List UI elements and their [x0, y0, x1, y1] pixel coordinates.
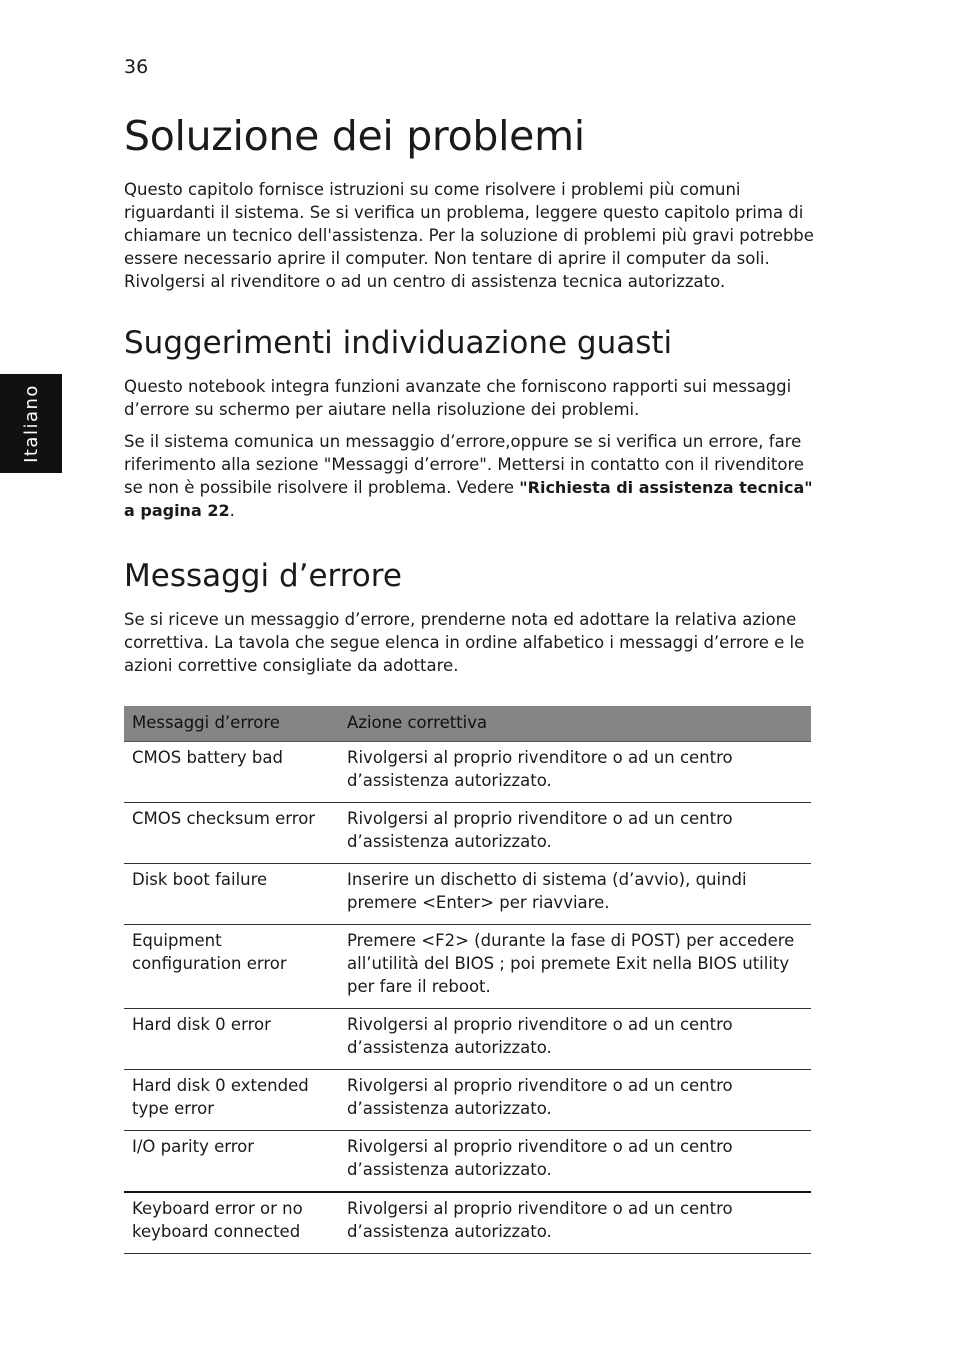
error-message-cell: Hard disk 0 error [124, 1009, 339, 1070]
enter-key-label: <Enter> [422, 893, 495, 912]
error-message-cell: Hard disk 0 extended type error [124, 1070, 339, 1131]
table-header-row [124, 706, 811, 742]
table-row [124, 925, 811, 1009]
error-message-cell: Keyboard error or no keyboard connected [124, 1192, 339, 1254]
troubleshooting-paragraph-2 [124, 430, 814, 522]
intro-paragraph: Questo capitolo fornisce istruzioni su come risolvere i problemi più comuni riguardanti il sistema. Se si verifica un problema, leggere questo capitolo prima di chiamare un tecnico dell'assistenza. Per la soluzione di problemi più gravi potrebbe essere necessario aprire il computer. Non tentare di aprire il computer da soli. Rivolgersi al rivenditore o ad un centro di assistenza tecnica autorizzato. [124, 180, 814, 291]
corrective-action-cell: Rivolgersi al proprio rivenditore o ad un centro d’assistenza autorizzato. [339, 1192, 811, 1254]
error-message-cell: I/O parity error [124, 1131, 339, 1193]
error-message-cell: Equipment configuration error [124, 925, 339, 1009]
error-messages-table [124, 706, 811, 1254]
language-tab-label: Italiano [20, 384, 42, 463]
corrective-action-cell: Rivolgersi al proprio rivenditore o ad un centro d’assistenza autorizzato. [339, 803, 811, 864]
page-number: 36 [124, 56, 149, 78]
corrective-action-cell: Rivolgersi al proprio rivenditore o ad un centro d’assistenza autorizzato. [339, 1009, 811, 1070]
corrective-action-cell: Rivolgersi al proprio rivenditore o ad un centro d’assistenza autorizzato. [339, 1070, 811, 1131]
table-row [124, 803, 811, 864]
table-row [124, 742, 811, 803]
corrective-action-cell: Rivolgersi al proprio rivenditore o ad un centro d’assistenza autorizzato. [339, 742, 811, 803]
error-messages-paragraph: Se si riceve un messaggio d’errore, prenderne nota ed adottare la relativa azione correttiva. La tavola che segue elenca in ordine alfabetico i messaggi d’errore e le azioni correttive consigliate da adottare. [124, 610, 805, 675]
section-heading-troubleshooting: Suggerimenti individuazione guasti [124, 325, 673, 361]
troubleshooting-paragraph-2-end: . [229, 501, 235, 520]
corrective-action-cell: Rivolgersi al proprio rivenditore o ad un centro d’assistenza autorizzato. [339, 1131, 811, 1193]
action-text: Premere [347, 931, 422, 950]
f2-key-label: <F2> [421, 931, 469, 950]
troubleshooting-paragraph-2-text: Se il sistema comunica un messaggio d’errore,oppure se si verifica un errore, fare riferimento alla sezione "Messaggi d’errore". Mettersi in contatto con il rivenditore se non è possibile risolvere il problema. Vedere [124, 432, 805, 497]
table-row [124, 1070, 811, 1131]
table-row [124, 1131, 811, 1193]
error-message-cell: CMOS checksum error [124, 803, 339, 864]
section-heading-error-messages: Messaggi d’errore [124, 558, 402, 594]
language-tab [0, 374, 62, 473]
page-content [124, 108, 814, 1254]
table-row [124, 1192, 811, 1254]
table-row [124, 864, 811, 925]
corrective-action-cell [339, 925, 811, 1009]
table-header-message: Messaggi d’errore [124, 706, 339, 742]
error-message-cell: CMOS battery bad [124, 742, 339, 803]
corrective-action-cell [339, 864, 811, 925]
page-title: Soluzione dei problemi [124, 112, 585, 160]
action-text: Inserire un dischetto di sistema (d’avvio), quindi premere [347, 870, 747, 912]
cross-reference-link[interactable]: "Richiesta di assistenza tecnica" a pagina 22 [124, 478, 813, 520]
action-text: (durante la fase di POST) per accedere all’utilità del BIOS ; poi premete [347, 931, 795, 973]
action-text: per riavviare. [494, 893, 610, 912]
action-text: nella BIOS utility per fare il reboot. [347, 954, 790, 996]
exit-key-label: Exit [615, 954, 647, 973]
troubleshooting-paragraph-1: Questo notebook integra funzioni avanzate che forniscono rapporti sui messaggi d’errore su schermo per aiutare nella risoluzione dei problemi. [124, 377, 792, 419]
table-header-action: Azione correttiva [339, 706, 811, 742]
error-message-cell: Disk boot failure [124, 864, 339, 925]
table-row [124, 1009, 811, 1070]
